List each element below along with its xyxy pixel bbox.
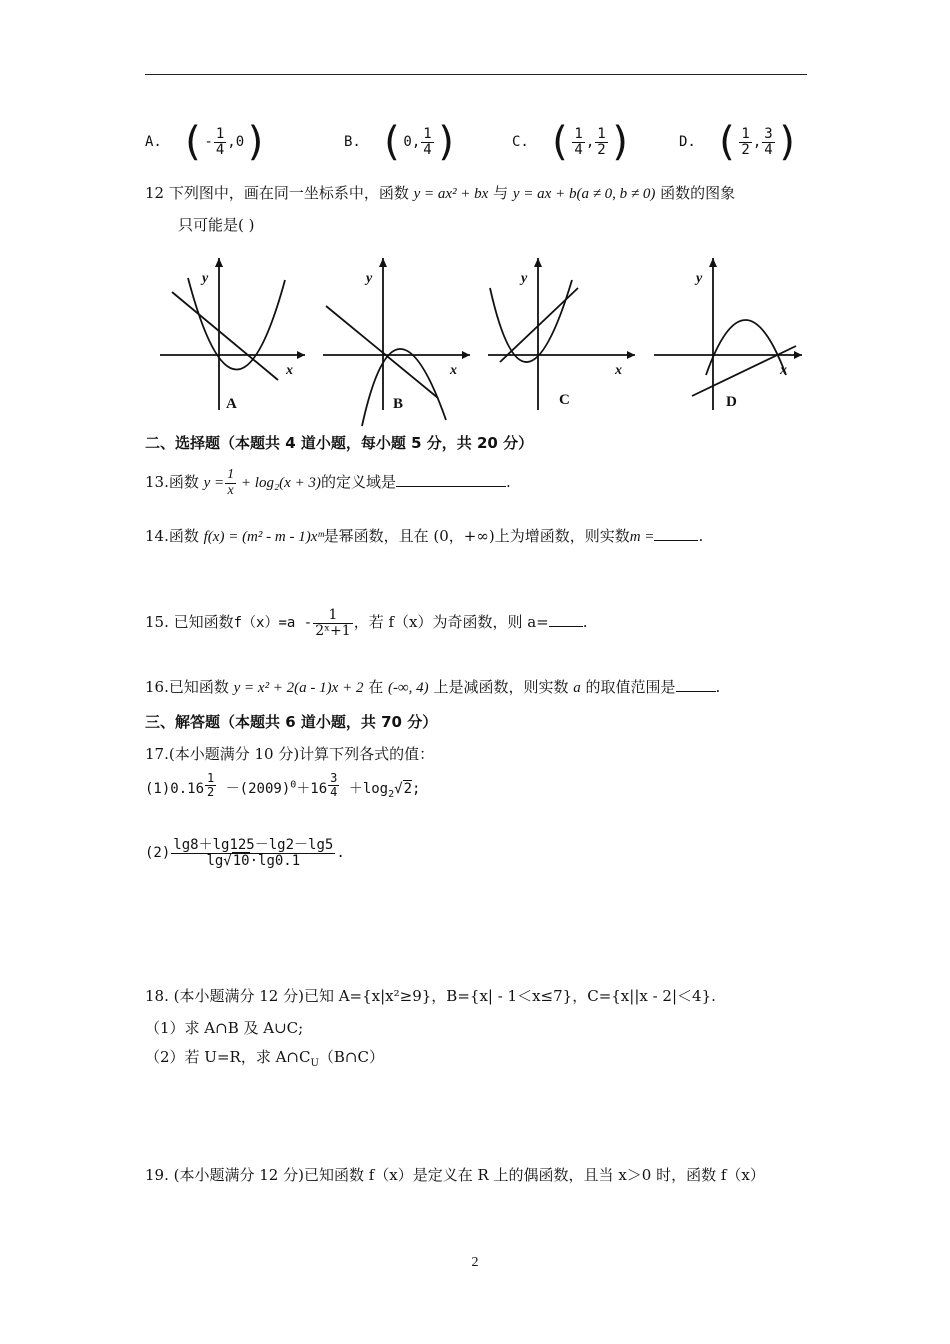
q16-mid1: 在 xyxy=(363,678,388,696)
q13-num: 1 xyxy=(227,467,235,482)
graph-c-line xyxy=(500,288,578,362)
q17-p1-c-den: 4 xyxy=(330,784,338,799)
q16-mid2: 上是减函数，则实数 xyxy=(428,678,574,696)
q17-part1: (1)0.16 $\frac{1}{2}$ $-(2009)^0+16$ $\frac{3}{4}$ $+\log_2√2$; xyxy=(145,771,421,800)
graph-c-y-label: y xyxy=(521,271,528,286)
graph-b-label: B xyxy=(393,396,404,412)
q12-func2: y = ax + b(a ≠ 0, b ≠ 0) xyxy=(512,186,656,202)
question-15 xyxy=(145,608,588,638)
q17-p1-d-sub: 2 xyxy=(388,788,395,800)
option-c-n1: 1 xyxy=(574,125,583,142)
q14-end: . xyxy=(698,527,704,545)
option-d-d2: 4 xyxy=(764,141,773,158)
q16-interval: (-∞, 4) xyxy=(388,680,429,696)
option-b-num: 1 xyxy=(423,125,432,142)
q14-m: m = xyxy=(629,529,655,545)
option-a: A. (- $\frac{1}{4}$ ,0) xyxy=(145,119,269,165)
option-c: C. ( $\frac{1}{4}$ , $\frac{1}{2}$ ) xyxy=(512,119,633,165)
graph-a-x-label: x xyxy=(286,363,293,378)
q17-p1-c-num: 3 xyxy=(330,771,338,785)
q17-title: 17.(本小题满分 10 分)计算下列各式的值： xyxy=(145,745,435,763)
graph-d-x-label: x xyxy=(780,363,787,378)
graph-a-label: A xyxy=(226,396,237,412)
q15-num: 1 xyxy=(313,608,352,624)
q14-expr: f(x) = (m² - m - 1)xᵐ xyxy=(203,529,324,545)
option-a-label: A. xyxy=(145,134,162,150)
q17-p2-den-a: lg xyxy=(206,852,224,869)
q18-p2-end: （B∩C） xyxy=(318,1048,384,1066)
q19-title: 19. (本小题满分 12 分)已知函数 f（x）是定义在 R 上的偶函数，且当 x＞0 时，函数 f（x） xyxy=(145,1166,765,1184)
q16-prefix: 16.已知函数 xyxy=(145,678,234,696)
option-d: D. ( $\frac{1}{2}$ , $\frac{3}{4}$ ) xyxy=(679,119,800,165)
header-rule xyxy=(145,74,807,75)
q17-part2: (2) $\frac{\lg 8+\lg 125-\lg 2-\lg 5}{\lg√10\cdot\lg 0.1}$ . xyxy=(145,837,345,869)
graph-a-x-arrow xyxy=(297,351,305,359)
q18-p2-sub: U xyxy=(310,1058,319,1069)
question-16 xyxy=(145,676,720,697)
q18-title: 18. (本小题满分 12 分)已知 A={x|x²≥9}，B={x| - 1＜x≤7}，C={x||x - 2|＜4}. xyxy=(145,987,716,1005)
q17-p1-exp-den: 2 xyxy=(207,784,215,799)
option-a-num: 1 xyxy=(215,125,225,142)
q17-p2-end: . xyxy=(336,845,345,862)
page-number: 2 xyxy=(471,1255,479,1270)
section-3-title: 三、解答题（本题共 6 道小题，共 70 分） xyxy=(145,713,438,731)
q17-p2-label: (2) xyxy=(145,845,171,862)
q14-mid: 是幂函数，且在 (0，+∞)上为增函数，则实数 xyxy=(323,527,630,545)
q17-p1-b-sup: 0 xyxy=(290,779,297,791)
graph-c-x-arrow xyxy=(627,351,635,359)
graph-a xyxy=(160,258,305,410)
graph-c xyxy=(488,258,635,410)
q17-p1-base: (1)0.16 xyxy=(145,781,205,797)
option-b: B. (0, $\frac{1}{4}$ ) xyxy=(344,119,459,165)
graph-a-y-arrow xyxy=(215,258,223,267)
question-14 xyxy=(145,525,703,546)
q13-rest: + log₂(x + 3) xyxy=(237,475,321,492)
option-a-sign: - xyxy=(204,134,213,150)
q13-y: y = xyxy=(203,475,225,492)
graph-b-y-arrow xyxy=(379,258,387,267)
graph-b-x-arrow xyxy=(462,351,470,359)
q13-blank[interactable] xyxy=(396,472,506,487)
option-b-left: 0, xyxy=(403,134,421,150)
q13-suffix: 的定义域是 xyxy=(320,473,396,492)
q14-prefix: 14.函数 xyxy=(145,527,204,545)
q14-blank[interactable] xyxy=(654,526,698,541)
q17-p1-d: ＋log xyxy=(340,781,389,797)
q15-end: . xyxy=(582,613,588,632)
q13-prefix: 13.函数 xyxy=(145,473,204,492)
q16-expr: y = x² + 2(a - 1)x + 2 xyxy=(233,680,364,696)
q18-p2-text: （2）若 U=R，求 A∩C xyxy=(145,1048,311,1066)
q15-f: f（x）=a - xyxy=(233,615,313,632)
graph-d-y-label: y xyxy=(696,271,703,286)
q17-p2-num: lg8＋lg125－lg2－lg5 xyxy=(173,837,334,853)
graph-c-label: C xyxy=(559,392,570,408)
q16-mid3: 的取值范围是 xyxy=(580,678,676,696)
option-d-d1: 2 xyxy=(741,141,750,158)
option-c-sep: , xyxy=(585,134,595,150)
option-c-n2: 1 xyxy=(597,125,606,142)
q18-part1: （1）求 A∩B 及 A∪C; xyxy=(145,1019,304,1037)
option-b-den: 4 xyxy=(423,141,432,158)
graph-b-parabola xyxy=(362,349,446,426)
q12-graphs xyxy=(150,250,810,430)
q16-end: . xyxy=(715,678,721,696)
q18-part2 xyxy=(145,1046,384,1069)
graph-d xyxy=(654,258,802,410)
q12-text-a: 12 下列图中，画在同一坐标系中，函数 xyxy=(145,184,414,202)
q16-a: a xyxy=(573,680,581,696)
graph-d-parabola xyxy=(706,320,786,375)
q17-p2-den-sqrt: 10 xyxy=(232,852,250,869)
graph-c-x-label: x xyxy=(615,363,622,378)
section-2-title: 二、选择题（本题共 4 道小题，每小题 5 分，共 20 分） xyxy=(145,434,534,452)
option-c-d2: 2 xyxy=(597,141,606,158)
q12-text-b: 与 xyxy=(488,184,513,202)
graph-c-parabola xyxy=(490,280,572,362)
q12-line2: 只可能是( ) xyxy=(178,216,255,234)
graph-b-y-label: y xyxy=(366,271,373,286)
graph-b-x-label: x xyxy=(450,363,457,378)
option-a-right: ,0 xyxy=(227,134,245,150)
q17-p1-c: ＋16 xyxy=(296,781,328,797)
option-d-n2: 3 xyxy=(764,125,773,142)
question-12 xyxy=(145,182,735,203)
q17-p1-d-arg: 2 xyxy=(403,781,413,797)
q17-p1-exp-num: 1 xyxy=(207,771,215,785)
graph-d-x-arrow xyxy=(794,351,802,359)
q16-blank[interactable] xyxy=(676,677,716,692)
graph-a-y-label: y xyxy=(202,271,209,286)
q15-den: 2ˣ+1 xyxy=(315,622,351,639)
option-b-label: B. xyxy=(344,134,361,150)
q12-text-c: 函数的图象 xyxy=(655,184,736,202)
option-d-label: D. xyxy=(679,134,696,150)
graph-b-line xyxy=(326,306,438,398)
option-a-den: 4 xyxy=(215,141,225,158)
q15-prefix: 15. 已知函数 xyxy=(145,613,234,632)
option-c-d1: 4 xyxy=(574,141,583,158)
option-c-label: C. xyxy=(512,134,529,150)
graph-d-label: D xyxy=(726,394,737,410)
option-d-n1: 1 xyxy=(741,125,750,142)
graph-a-line xyxy=(172,292,278,380)
q17-p1-end: ; xyxy=(412,781,421,797)
q17-p2-den-b: ·lg0.1 xyxy=(249,852,301,869)
graph-d-y-arrow xyxy=(709,258,717,267)
q15-mid: ，若 f（x）为奇函数，则 a= xyxy=(353,613,549,632)
q15-blank[interactable] xyxy=(549,612,583,627)
graph-c-y-arrow xyxy=(534,258,542,267)
question-13 xyxy=(145,468,511,498)
q12-func1: y = ax² + bx xyxy=(413,186,489,202)
option-d-sep: , xyxy=(752,134,762,150)
q13-end: . xyxy=(505,473,511,492)
q17-p1-b: －(2009) xyxy=(217,781,291,797)
q13-den: x xyxy=(227,482,234,498)
